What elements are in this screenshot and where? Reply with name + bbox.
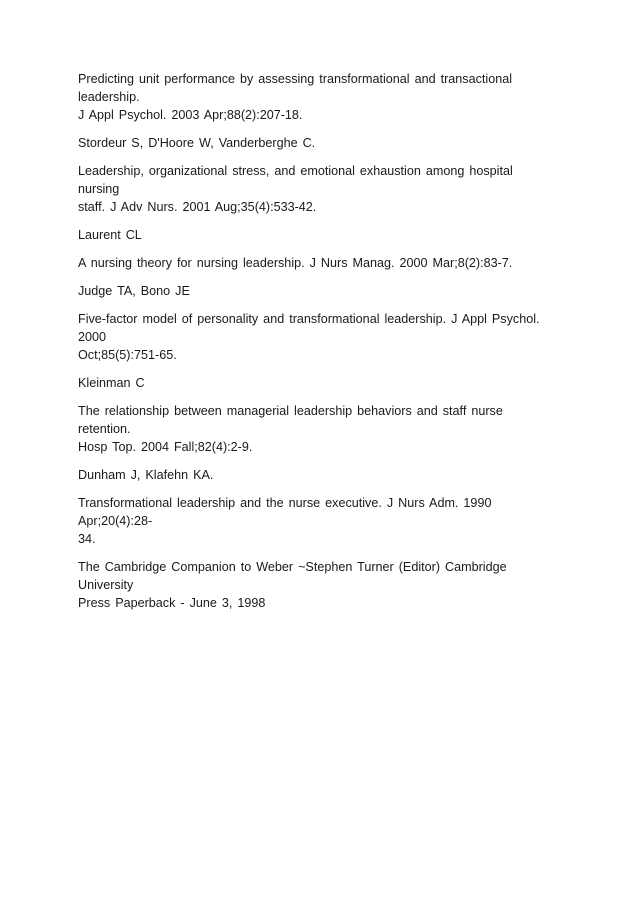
reference-authors-line: Judge TA, Bono JE [78, 284, 190, 298]
reference-title-line: Transformational leadership and the nurse executive. J Nurs Adm. 1990 Apr;20(4):28- 34. [78, 496, 492, 546]
reference-authors-line: Kleinman C [78, 376, 145, 390]
reference-title-line: Predicting unit performance by assessing transformational and transactional leadership. J Appl Psychol. 2003 Apr;88(2):207-18. [78, 72, 513, 122]
reference-title-line: Leadership, organizational stress, and emotional exhaustion among hospital nursing staff. J Adv Nurs. 2001 Aug;35(4):533-42. [78, 164, 513, 214]
reference-authors-line: Stordeur S, D'Hoore W, Vanderberghe C. [78, 136, 316, 150]
reference-authors-line: Laurent CL [78, 228, 142, 242]
reference-authors-line: Dunham J, Klafehn KA. [78, 468, 214, 482]
reference-list [78, 70, 558, 622]
reference-title-line: Five-factor model of personality and transformational leadership. J Appl Psychol. 2000 Oct;85(5):751-65. [78, 312, 540, 362]
reference-title-line: A nursing theory for nursing leadership. J Nurs Manag. 2000 Mar;8(2):83-7. [78, 256, 513, 270]
reference-title-line: The relationship between managerial leadership behaviors and staff nurse retention. Hosp Top. 2004 Fall;82(4):2-9. [78, 404, 503, 454]
reference-book-line: The Cambridge Companion to Weber ~Stephen Turner (Editor) Cambridge University Press Paperback - June 3, 1998 [78, 560, 507, 610]
